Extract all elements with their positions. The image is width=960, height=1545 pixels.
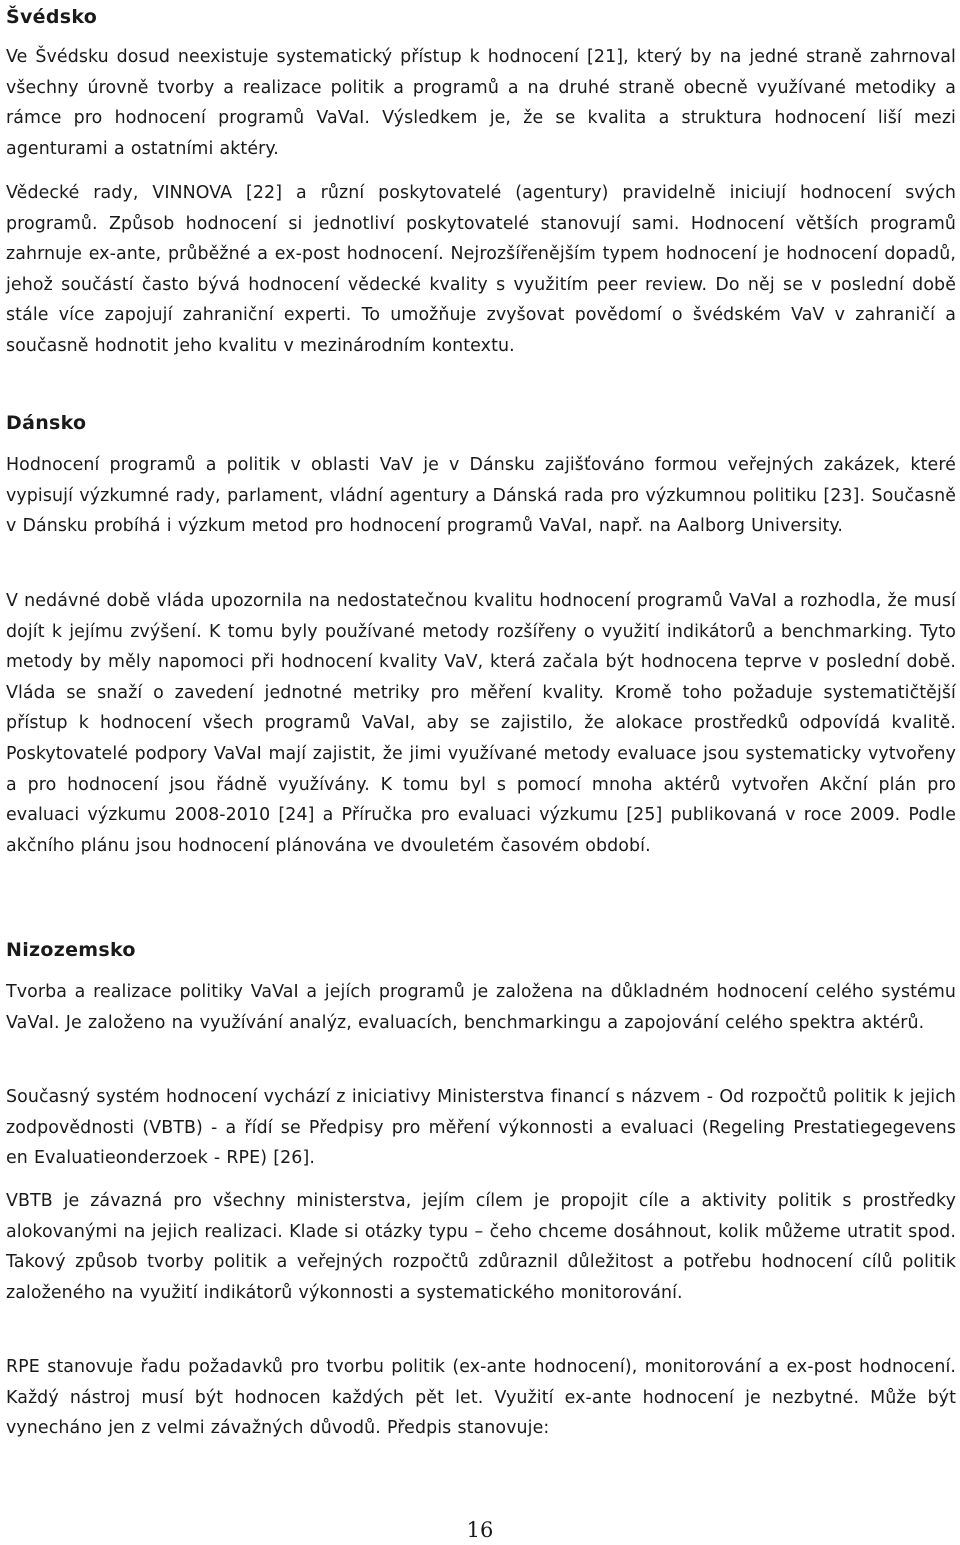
- paragraph-nizozemsko-4: RPE stanovuje řadu požadavků pro tvorbu politik (ex-ante hodnocení), monitorování a ex-post hodnocení. Každý nástroj musí být hodnocen každých pět let. Využití ex-ante hodnocení je nezbytné. Může být vynecháno jen z velmi závažných důvodů. Předpis stanovuje:: [6, 1357, 956, 1439]
- paragraph-dansko-1: Hodnocení programů a politik v oblasti VaV je v Dánsku zajišťováno formou veřejných zakázek, které vypisují výzkumné rady, parlament, vládní agentury a Dánská rada pro výzkumnou politiku [23]. Současně v Dánsku probíhá i výzkum metod pro hodnocení programů VaVaI, např. na Aalborg University.: [6, 455, 956, 537]
- paragraph-svedsko-2: Vědecké rady, VINNOVA [22] a různí poskytovatelé (agentury) pravidelně iniciují hodnocení svých programů. Způsob hodnocení si jednotliví poskytovatelé stanovují sami. Hodnocení větších programů zahrnuje ex-ante, průběžné a ex-post hodnocení. Nejrozšířenějším typem hodnocení je hodnocení dopadů, jehož součástí často bývá hodnocení vědecké kvality s využitím peer review. Do něj se v poslední době stále více zapojují zahraniční experti. To umožňuje zvyšovat povědomí o švédském VaV v zahraničí a současně hodnotit jeho kvalitu v mezinárodním kontextu.: [6, 183, 956, 356]
- paragraph-nizozemsko-2: Současný systém hodnocení vychází z iniciativy Ministerstva financí s názvem - Od rozpočtů politik k jejich zodpovědnosti (VBTB) - a řídí se Předpisy pro měření výkonnosti a evaluaci (Regeling Prestatiegegevens en Evaluatieonderzoek - RPE) [26].: [6, 1087, 956, 1169]
- page-number: 16: [466, 1518, 494, 1542]
- paragraph-dansko-2: V nedávné době vláda upozornila na nedostatečnou kvalitu hodnocení programů VaVaI a rozhodla, že musí dojít k jejímu zvýšení. K tomu byly používané metody rozšířeny o využití indikátorů a benchmarking. Tyto metody by měly napomoci při hodnocení kvality VaV, která začala být hodnocena teprve v poslední době. Vláda se snaží o zavedení jednotné metriky pro měření kvality. Kromě toho požaduje systematičtější přístup k hodnocení všech programů VaVaI, aby se zajistilo, že alokace prostředků odpovídá kvalitě. Poskytovatelé podpory VaVaI mají zajistit, že jimi využívané metody evaluace jsou systematicky vytvořeny a pro hodnocení jsou řádně využívány. K tomu byl s pomocí mnoha aktérů vytvořen Akční plán pro evaluaci výzkumu 2008-2010 [24] a Příručka pro evaluaci výzkumu [25] publikovaná v roce 2009. Podle akčního plánu jsou hodnocení plánována ve dvouletém časovém období.: [6, 591, 956, 856]
- section-heading-nizozemsko: Nizozemsko: [6, 939, 136, 961]
- section-heading-svedsko: Švédsko: [6, 6, 98, 28]
- paragraph-svedsko-1: Ve Švédsku dosud neexistuje systematický přístup k hodnocení [21], který by na jedné straně zahrnoval všechny úrovně tvorby a realizace politik a programů a na druhé straně obecně využívané metodiky a rámce pro hodnocení programů VaVaI. Výsledkem je, že se kvalita a struktura hodnocení liší mezi agenturami a ostatními aktéry.: [6, 47, 956, 159]
- paragraph-nizozemsko-3: VBTB je závazná pro všechny ministerstva, jejím cílem je propojit cíle a aktivity politik s prostředky alokovanými na jejich realizaci. Klade si otázky typu – čeho chceme dosáhnout, kolik můžeme utratit spod. Takový způsob tvorby politik a veřejných rozpočtů zdůraznil důležitost a potřebu hodnocení cílů politik založeného na využití indikátorů výkonnosti a systematického monitorování.: [6, 1191, 956, 1303]
- paragraph-nizozemsko-1: Tvorba a realizace politiky VaVaI a jejích programů je založena na důkladném hodnocení celého systému VaVaI. Je založeno na využívání analýz, evaluacích, benchmarkingu a zapojování celého spektra aktérů.: [6, 982, 956, 1033]
- section-heading-dansko: Dánsko: [6, 412, 87, 434]
